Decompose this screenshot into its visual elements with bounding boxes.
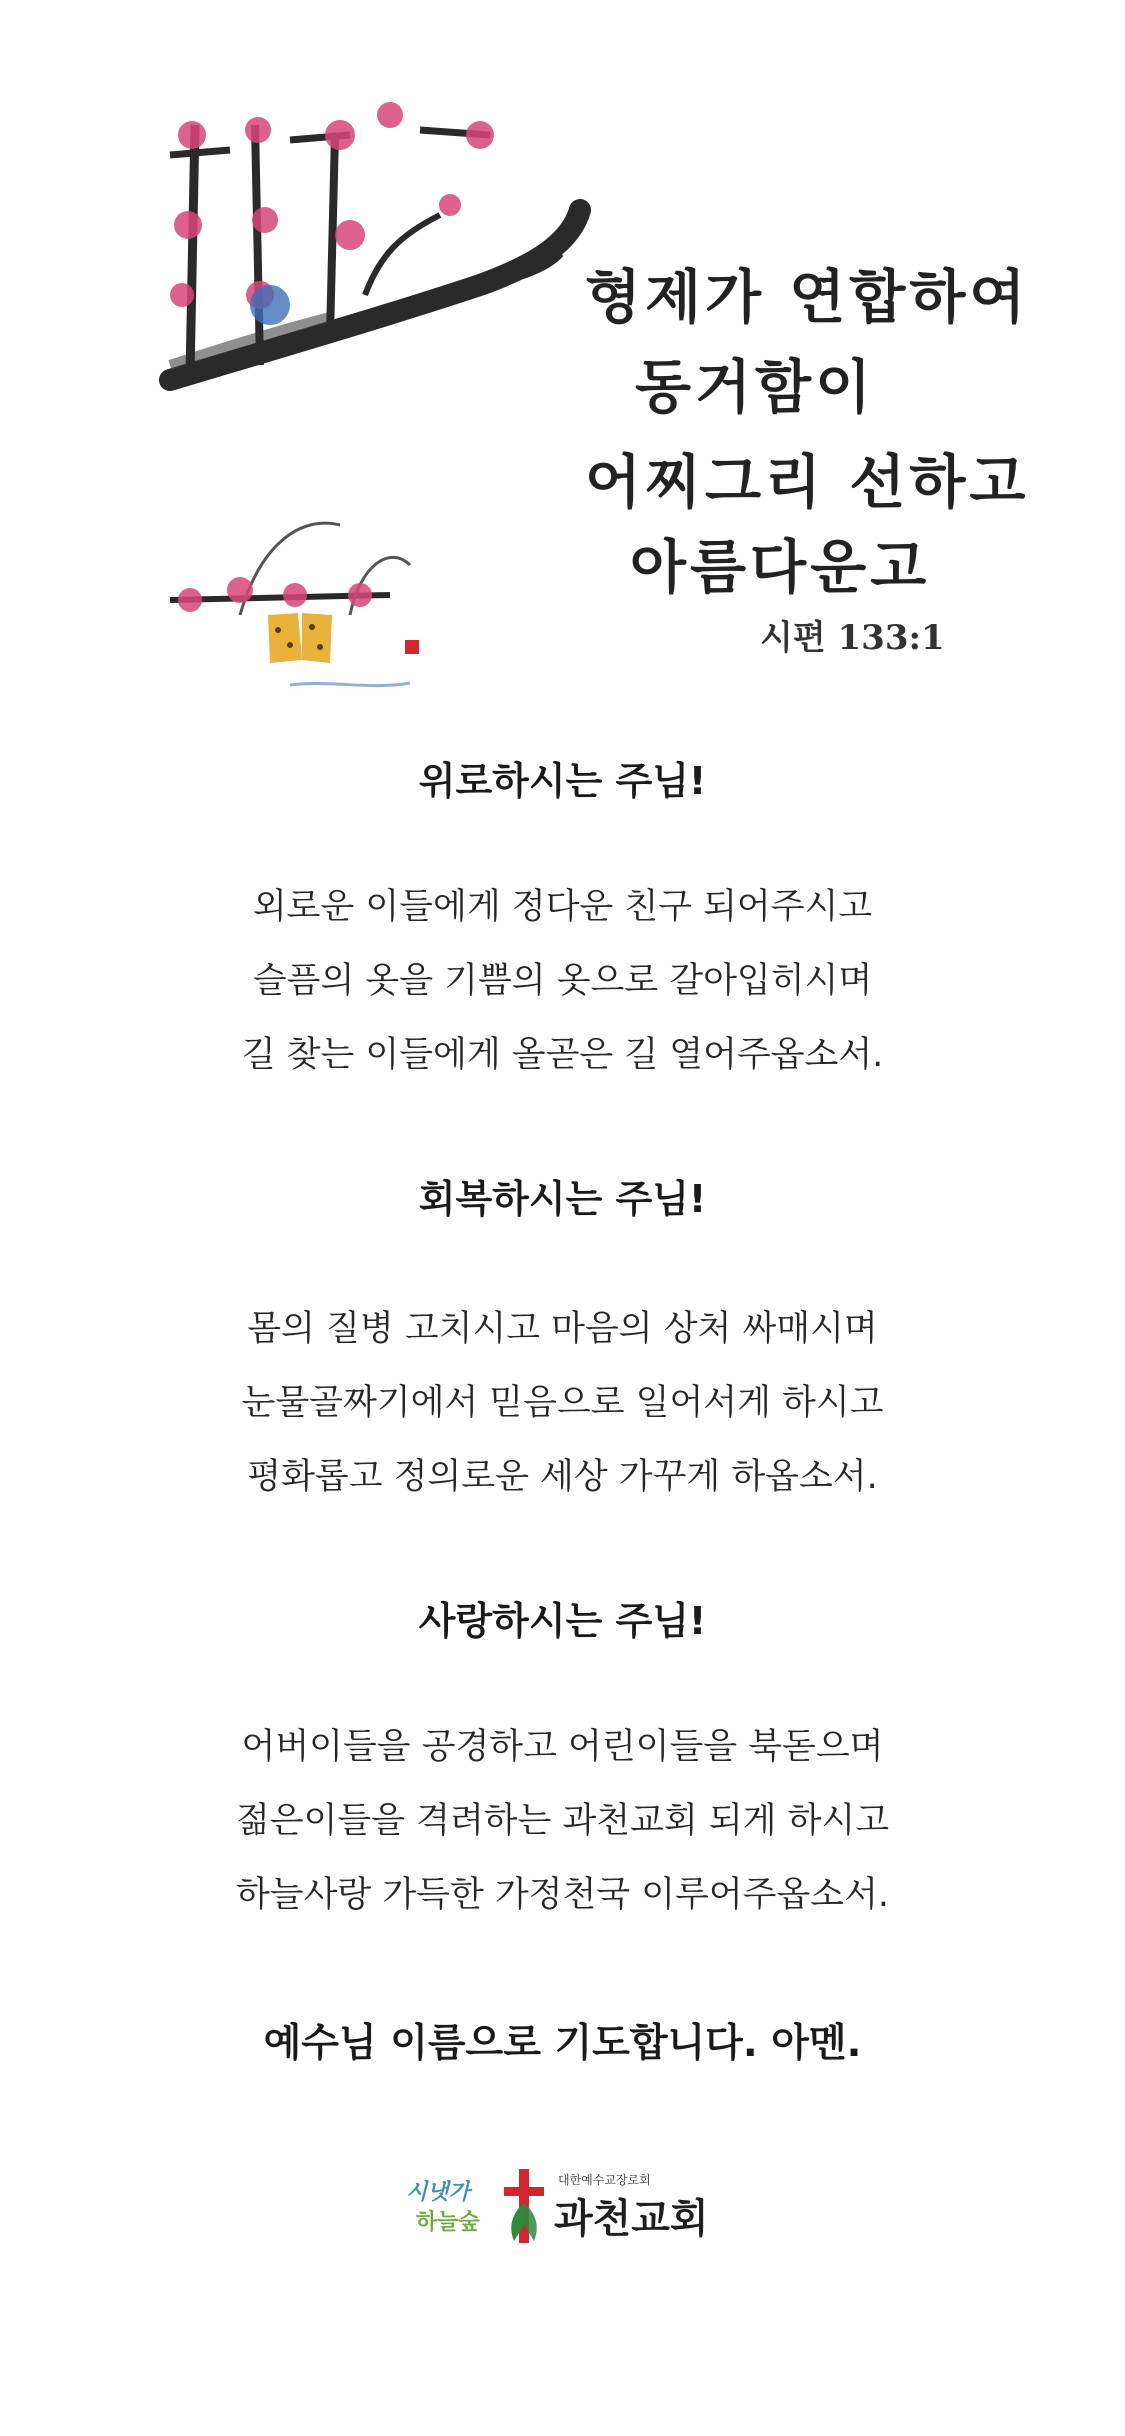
prayer-closing xyxy=(0,2012,1125,2068)
calligraphy-reference: 시편 133:1 xyxy=(760,618,945,658)
denomination-label: 대한예수교장로회 xyxy=(558,2173,651,2187)
verse-line: 슬픔의 옷을 기쁨의 옷으로 갈아입히시며 xyxy=(252,961,873,1001)
section-heading: 위로하시는 주님! xyxy=(418,759,707,803)
slogan-bottom: 하늘숲 xyxy=(416,2210,480,2235)
calligraphy-line-2: 동거함이 xyxy=(635,353,876,421)
section-heading: 회복하시는 주님! xyxy=(418,1177,707,1221)
calligraphy-line-3: 어찌그리 선하고 xyxy=(585,448,1030,516)
verse-line: 길 찾는 이들에게 올곧은 길 열어주옵소서. xyxy=(241,1035,884,1075)
red-seal-stamp xyxy=(405,640,419,654)
verse-line: 눈물골짜기에서 믿음으로 일어서게 하시고 xyxy=(241,1383,884,1423)
cross-icon xyxy=(500,2165,548,2247)
butterfly-drawing xyxy=(268,613,332,663)
verse-line: 외로운 이들에게 정다운 친구 되어주시고 xyxy=(252,887,873,927)
prayer-verse-1 xyxy=(0,870,1125,1092)
slogan-mark xyxy=(400,2173,500,2243)
calligraphy-line-4: 아름다운고 xyxy=(630,533,931,601)
prayer-section-2 xyxy=(0,1168,1125,1223)
calligraphy-line-1: 형제가 연합하여 xyxy=(585,263,1030,331)
verse-line: 평화롭고 정의로운 세상 가꾸게 하옵소서. xyxy=(247,1457,878,1497)
church-logo xyxy=(400,2165,730,2250)
church-name: 과천교회 xyxy=(554,2196,709,2242)
slogan-top: 시냇가 xyxy=(406,2180,470,2205)
prayer-verse-3 xyxy=(0,1710,1125,1932)
verse-line: 몸의 질병 고치시고 마음의 상처 싸매시며 xyxy=(247,1309,878,1349)
verse-line: 하늘사랑 가득한 가정천국 이루어주옵소서. xyxy=(235,1875,890,1915)
verse-line: 어버이들을 공경하고 어린이들을 북돋으며 xyxy=(241,1727,884,1767)
prayer-verse-2 xyxy=(0,1292,1125,1514)
section-heading: 사랑하시는 주님! xyxy=(418,1599,707,1643)
verse-line: 젊은이들을 격려하는 과천교회 되게 하시고 xyxy=(235,1801,890,1841)
prayer-section-3 xyxy=(0,1590,1125,1645)
closing-line: 예수님 이름으로 기도합니다. 아멘. xyxy=(263,2021,862,2066)
prayer-section-1 xyxy=(0,750,1125,805)
